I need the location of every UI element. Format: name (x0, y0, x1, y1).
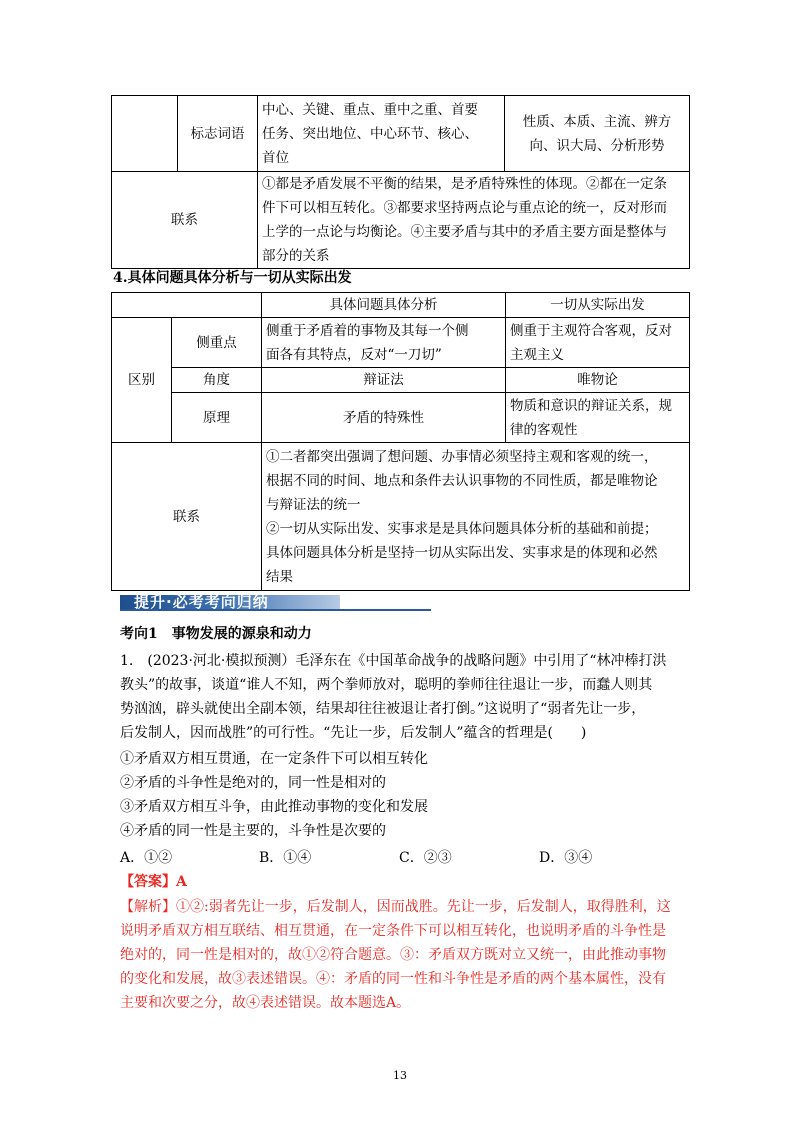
table-row (112, 96, 690, 172)
row-label: 侧重点 (172, 318, 262, 368)
cell-line: 具体问题具体分析是坚持一切从实际出发、实事求是的体现和必然 (266, 544, 658, 561)
statement-item: ④矛盾的同一性是主要的，斗争性是次要的 (120, 823, 386, 839)
table-cell-text (506, 393, 690, 443)
row-label: 角度 (172, 368, 262, 393)
statement-item: ②矛盾的斗争性是绝对的，同一性是相对的 (120, 775, 386, 791)
comparison-table-1 (111, 95, 690, 269)
table-row (112, 368, 690, 393)
answer: 【答案】A (120, 874, 187, 890)
question-line: 1. (2023·河北·模拟预测）毛泽东在《中国革命战争的战略问题》中引用了“林冲棒打洪 (120, 653, 667, 669)
page-number: 13 (393, 1069, 407, 1082)
table-cell-text (258, 172, 690, 269)
cell-line: 性质、本质、主流、辨方 (522, 113, 672, 130)
direction-heading: 考向1 事物发展的源泉和动力 (120, 626, 312, 642)
table-cell-empty (112, 293, 262, 318)
cell-line: 中心、关键、重点、重中之重、首要 (262, 101, 478, 118)
table-cell-text (505, 96, 690, 172)
cell-line: 律的客观性 (510, 421, 578, 438)
table-cell-label: 联系 (112, 172, 258, 269)
question-line: 教头”的故事，谈道“谁人不知，两个拳师放对，聪明的拳师往往退让一步，而蠢人则其 (120, 677, 653, 693)
cell-line: 根据不同的时间、地点和条件去认识事物的不同性质，都是唯物论 (266, 472, 658, 489)
choice-a: A．①② (120, 850, 173, 866)
table-cell-text (262, 443, 690, 591)
table-cell-text: 辩证法 (262, 368, 506, 393)
table-cell-text: 唯物论 (506, 368, 690, 393)
statement-list (120, 747, 428, 843)
cell-line: 件下可以相互转化。③都要求坚持两点论与重点论的统一，反对形而 (262, 200, 667, 216)
column-header: 具体问题具体分析 (262, 293, 506, 318)
table-cell-text (258, 96, 505, 172)
cell-line: 结果 (266, 568, 293, 585)
cell-line: 主观主义 (510, 346, 564, 363)
table-row (112, 318, 690, 368)
table-cell-text (506, 318, 690, 368)
question-line: 势汹汹，辟头就使出全副本领，结果却往往被退让者打倒。”这说明了“弱者先让一步， (120, 701, 646, 717)
question-line: 后发制人，因而战胜”的可行性。“先让一步，后发制人”蕴含的哲理是( ) (120, 725, 587, 741)
table-cell-empty (112, 96, 178, 172)
cell-line: 侧重于主观符合客观，反对 (510, 322, 672, 339)
choice-b: B．①④ (259, 850, 312, 866)
cell-line: 面各有其特点，反对“一刀切” (266, 346, 442, 363)
analysis (120, 895, 671, 1015)
cell-line: 首位 (262, 149, 289, 166)
cell-line: ①都是矛盾发展不平衡的结果，是矛盾特殊性的体现。②都在一定条 (262, 176, 667, 192)
cell-line: ②一切从实际出发、实事求是是具体问题具体分析的基础和前提； (266, 520, 658, 537)
table-row (112, 172, 690, 269)
cell-line: 与辩证法的统一 (266, 496, 361, 513)
cell-line: 侧重于矛盾着的事物及其每一个侧 (266, 322, 469, 339)
banner-title: 提升·必考考向归纳 (134, 593, 269, 611)
analysis-line: 的变化和发展，故③表述错误。④：矛盾的同一性和斗争性是矛盾的两个基本属性，没有 (120, 971, 666, 987)
statement-item: ③矛盾双方相互斗争，由此推动事物的变化和发展 (120, 799, 428, 815)
group-label: 区别 (112, 318, 172, 443)
statement-item: ①矛盾双方相互贯通，在一定条件下可以相互转化 (120, 751, 428, 767)
question-stem (120, 649, 667, 745)
row-label: 联系 (112, 443, 262, 591)
analysis-line: 绝对的，同一性是相对的，故①②符合题意。③：矛盾双方既对立又统一，由此推动事物 (120, 947, 666, 963)
table-header-row (112, 293, 690, 318)
row-label: 原理 (172, 393, 262, 443)
analysis-line: 主要和次要之分，故④表述错误。故本题选A。 (120, 995, 411, 1011)
analysis-line: 说明矛盾双方相互联结、相互贯通，在一定条件下可以相互转化，也说明矛盾的斗争性是 (120, 923, 666, 939)
table-row (112, 443, 690, 591)
cell-line: ①二者都突出强调了想问题、办事情必须坚持主观和客观的统一， (266, 448, 658, 465)
table-cell-text (262, 318, 506, 368)
cell-line: 物质和意识的辩证关系，规 (510, 397, 672, 414)
cell-line: 向、识大局、分析形势 (529, 137, 665, 154)
table-cell-text: 矛盾的特殊性 (262, 393, 506, 443)
cell-line: 上学的一点论与均衡论。④主要矛盾与其中的矛盾主要方面是整体与 (262, 224, 667, 240)
comparison-table-2 (111, 292, 690, 591)
analysis-line: 【解析】①②:弱者先让一步，后发制人，因而战胜。先让一步，后发制人，取得胜利，这 (120, 899, 671, 915)
column-header: 一切从实际出发 (506, 293, 690, 318)
section-heading: 4.具体问题具体分析与一切从实际出发 (113, 270, 352, 286)
section-banner (120, 593, 431, 611)
table-cell-label: 标志词语 (178, 96, 258, 172)
cell-line: 任务、突出地位、中心环节、核心、 (262, 125, 478, 142)
choice-d: D．③④ (539, 850, 593, 866)
choice-c: C．②③ (399, 850, 452, 866)
cell-line: 部分的关系 (262, 248, 330, 264)
table-row (112, 393, 690, 443)
